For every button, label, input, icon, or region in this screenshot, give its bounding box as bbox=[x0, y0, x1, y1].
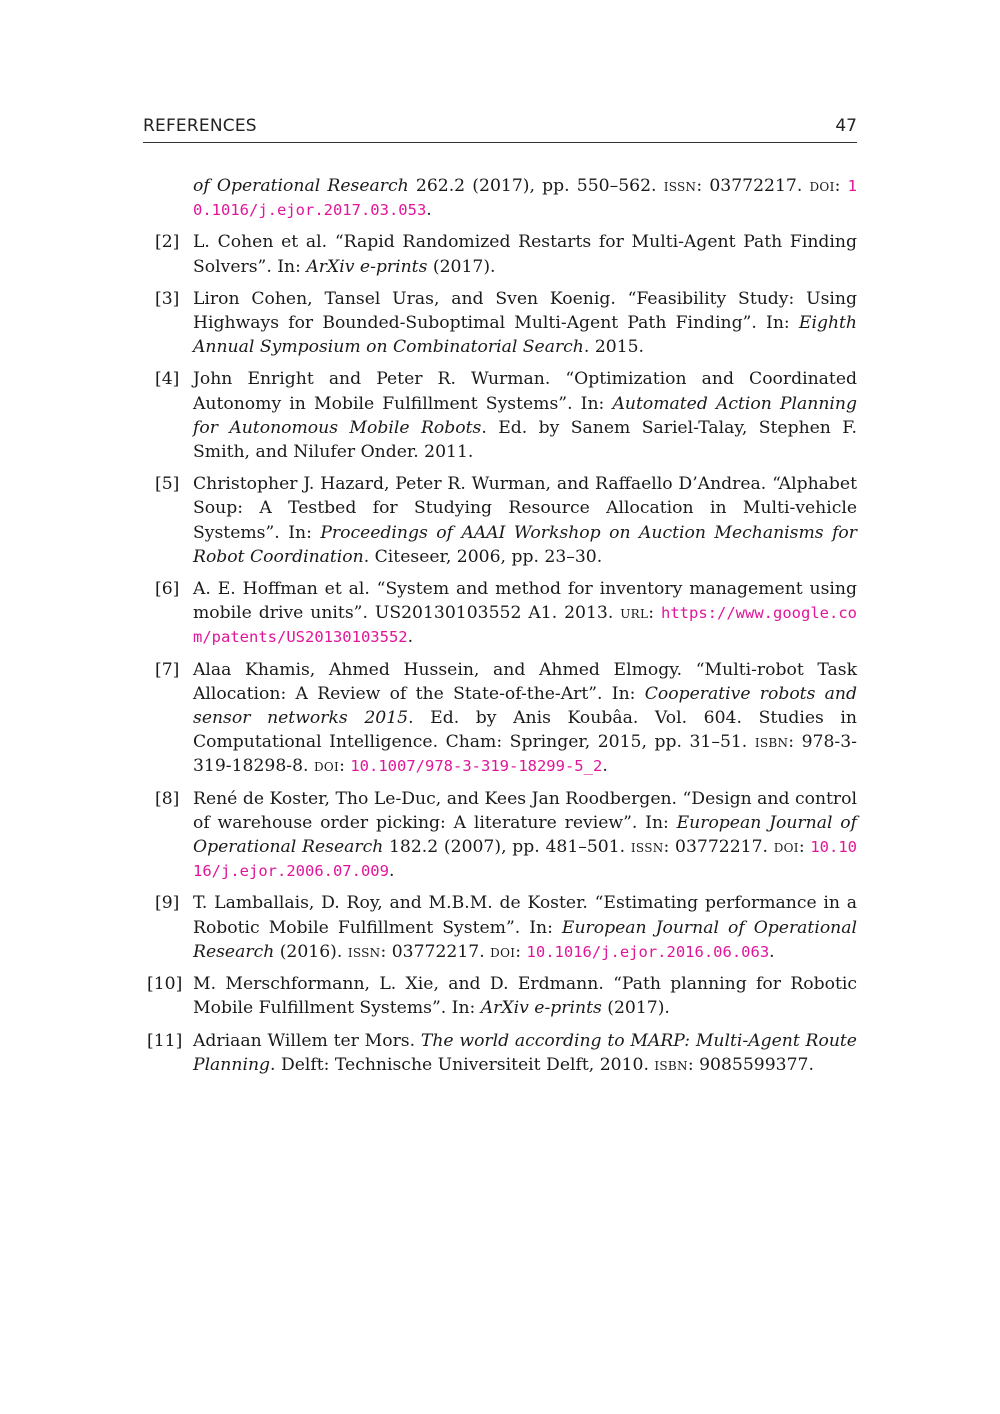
page-number: 47 bbox=[835, 116, 857, 136]
reference-number bbox=[143, 367, 193, 391]
reference-text-span: : bbox=[515, 941, 527, 962]
reference-entry bbox=[143, 787, 857, 884]
reference-text-span: : 9085599377. bbox=[687, 1054, 814, 1075]
reference-text-span: L. Cohen et al. “Rapid Randomized Restarts for Multi-Agent Path Finding Solvers”. In: bbox=[193, 232, 857, 277]
reference-number-label: [11] bbox=[147, 1030, 183, 1051]
reference-text bbox=[193, 891, 857, 964]
reference-text-span: T. Lamballais, D. Roy, and M.B.M. de Koster. “Estimating performance in a Robotic Mobile Fulfillment System”. In: bbox=[193, 893, 857, 938]
reference-link[interactable]: 10.1016/j.ejor.2006.07.009 bbox=[193, 838, 857, 881]
reference-title-italic: Proceedings of AAAI Workshop on Auction Mechanisms for Robot Coordination bbox=[193, 522, 857, 567]
reference-text-span: John Enright and Peter R. Wurman. “Optimization and Coordinated Autonomy in Mobile Fulfillment Systems”. In: bbox=[193, 369, 857, 414]
reference-number bbox=[143, 891, 193, 915]
reference-text-span: . bbox=[769, 941, 775, 962]
running-header bbox=[143, 114, 857, 143]
reference-text-span: isbn bbox=[654, 1054, 688, 1075]
reference-text bbox=[193, 1029, 857, 1077]
reference-number bbox=[143, 287, 193, 311]
reference-link[interactable]: 10.1016/j.ejor.2017.03.053 bbox=[193, 177, 857, 220]
reference-text bbox=[193, 230, 857, 278]
reference-link[interactable]: 10.1007/978-3-319-18299-5_2 bbox=[350, 757, 603, 776]
reference-text-span: . Ed. by Anis Koubâa. Vol. 604. Studies in Computational Intelligence. Cham: Springer, 2015, pp. 31–51. bbox=[193, 708, 858, 753]
reference-entry bbox=[143, 472, 857, 569]
reference-title-italic: Eighth Annual Symposium on Combinatorial Search bbox=[193, 313, 857, 358]
reference-text-span: issn bbox=[347, 941, 381, 962]
reference-number-label: [3] bbox=[155, 288, 180, 309]
reference-text-span: Liron Cohen, Tansel Uras, and Sven Koenig. “Feasibility Study: Using Highways for Bounded-Suboptimal Multi-Agent Path Finding”. In: bbox=[193, 288, 857, 334]
reference-text bbox=[193, 787, 857, 884]
reference-title-italic: ArXiv e-prints bbox=[480, 998, 602, 1019]
reference-text bbox=[193, 577, 857, 650]
reference-text-span: (2017). bbox=[427, 256, 496, 277]
reference-text bbox=[193, 472, 857, 569]
reference-title-italic: Automated Action Planning for Autonomous Mobile Robots bbox=[193, 393, 858, 438]
reference-text-span: René de Koster, Tho Le-Duc, and Kees Jan Roodbergen. “Design and control of warehouse order picking: A literature review”. In: bbox=[193, 788, 857, 833]
reference-text-span: . Delft: Technische Universiteit Delft, 2010. bbox=[270, 1054, 655, 1075]
reference-title-italic: European Journal of Operational Research bbox=[193, 917, 857, 962]
reference-number bbox=[143, 577, 193, 601]
reference-text-span: Alaa Khamis, Ahmed Hussein, and Ahmed Elmogy. “Multi-robot Task Allocation: A Review of the State-of-the-Art”. In: bbox=[193, 659, 857, 704]
reference-number bbox=[143, 472, 193, 496]
reference-text-span: . bbox=[602, 756, 608, 777]
reference-number-label: [5] bbox=[155, 474, 180, 495]
reference-title-italic: European Journal of Operational Research bbox=[193, 812, 857, 858]
reference-number bbox=[143, 658, 193, 682]
reference-number bbox=[143, 787, 193, 811]
reference-text-span: Christopher J. Hazard, Peter R. Wurman, and Raffaello D’Andrea. “Alphabet Soup: A Testbed for Studying Resource Allocation in Multi-vehicle Systems”. In: bbox=[193, 474, 857, 543]
reference-entry bbox=[143, 658, 857, 779]
reference-text-span: . Citeseer, 2006, pp. 23–30. bbox=[363, 546, 603, 567]
reference-text-span: : bbox=[648, 603, 662, 624]
reference-link[interactable]: 10.1016/j.ejor.2016.06.063 bbox=[526, 942, 770, 961]
reference-text bbox=[193, 174, 857, 222]
reference-text-span: isbn bbox=[754, 732, 789, 753]
reference-number-label: [2] bbox=[155, 232, 180, 253]
reference-entry bbox=[143, 577, 857, 650]
reference-entry bbox=[143, 367, 857, 464]
reference-text-span: doi bbox=[773, 837, 799, 858]
reference-text-span: : bbox=[339, 756, 351, 777]
reference-number bbox=[143, 972, 193, 996]
reference-number-label: [4] bbox=[155, 369, 180, 390]
reference-text-span: . bbox=[388, 861, 395, 882]
reference-title-italic: ArXiv e-prints bbox=[306, 256, 428, 277]
reference-text-span: : bbox=[798, 837, 811, 858]
reference-number bbox=[143, 1029, 193, 1053]
reference-text-span: issn bbox=[630, 837, 664, 858]
reference-entry bbox=[143, 230, 857, 278]
reference-entry bbox=[143, 1029, 857, 1077]
reference-text-span: doi bbox=[809, 176, 835, 196]
reference-text-span: (2017). bbox=[601, 998, 670, 1019]
reference-text-span: : 978-3-319-18298-8. bbox=[193, 732, 857, 777]
reference-number-label: [9] bbox=[155, 893, 180, 914]
reference-text-span: : 03772217. bbox=[696, 176, 810, 196]
reference-entry bbox=[143, 287, 857, 360]
reference-number-label: [6] bbox=[155, 579, 180, 600]
reference-title-italic: of Operational Research bbox=[193, 176, 409, 196]
reference-text-span: . Ed. by Sanem Sariel-Talay, Stephen F. Smith, and Nilufer Onder. 2011. bbox=[193, 417, 857, 463]
reference-title-italic: The world according to MARP: Multi-Agent Route Planning bbox=[193, 1030, 857, 1075]
reference-text-span: doi bbox=[313, 756, 340, 777]
reference-text-span: : 03772217. bbox=[380, 941, 491, 962]
reference-entry bbox=[143, 891, 857, 964]
reference-link[interactable]: https://www.google.com/patents/US20130103552 bbox=[193, 604, 857, 647]
reference-text-span: : bbox=[834, 176, 848, 196]
reference-entry bbox=[143, 972, 857, 1020]
reference-text bbox=[193, 972, 857, 1020]
reference-text-span: : 03772217. bbox=[663, 837, 774, 858]
reference-text-span: url bbox=[620, 603, 649, 624]
reference-number-label: [10] bbox=[147, 974, 183, 995]
reference-text-span: doi bbox=[490, 941, 516, 962]
reference-text bbox=[193, 658, 857, 779]
reference-text bbox=[193, 367, 857, 464]
reference-list bbox=[143, 174, 857, 1085]
section-title: REFERENCES bbox=[143, 116, 257, 136]
reference-text-span: 182.2 (2007), pp. 481–501. bbox=[383, 837, 631, 858]
reference-text-span: Adriaan Willem ter Mors. bbox=[193, 1030, 421, 1051]
reference-entry bbox=[143, 174, 857, 222]
reference-text-span: A. E. Hoffman et al. “System and method for inventory management using mobile drive units”. US20130103552 A1. 2013. bbox=[193, 579, 857, 624]
reference-number-label: [7] bbox=[155, 659, 180, 680]
reference-text-span: . bbox=[407, 627, 414, 648]
reference-text-span: 262.2 (2017), pp. 550–562. bbox=[408, 176, 664, 196]
reference-text-span: . 2015. bbox=[583, 337, 645, 358]
reference-text-span: issn bbox=[663, 176, 697, 196]
reference-number bbox=[143, 230, 193, 254]
reference-text-span: . bbox=[426, 200, 432, 221]
reference-text bbox=[193, 287, 857, 360]
reference-number-label: [8] bbox=[155, 788, 180, 809]
reference-title-italic: Cooperative robots and sensor networks 2015 bbox=[193, 683, 857, 729]
reference-text-span: (2016). bbox=[274, 941, 348, 962]
reference-text-span: M. Merschformann, L. Xie, and D. Erdmann. “Path planning for Robotic Mobile Fulfillment Systems”. In: bbox=[193, 974, 857, 1019]
